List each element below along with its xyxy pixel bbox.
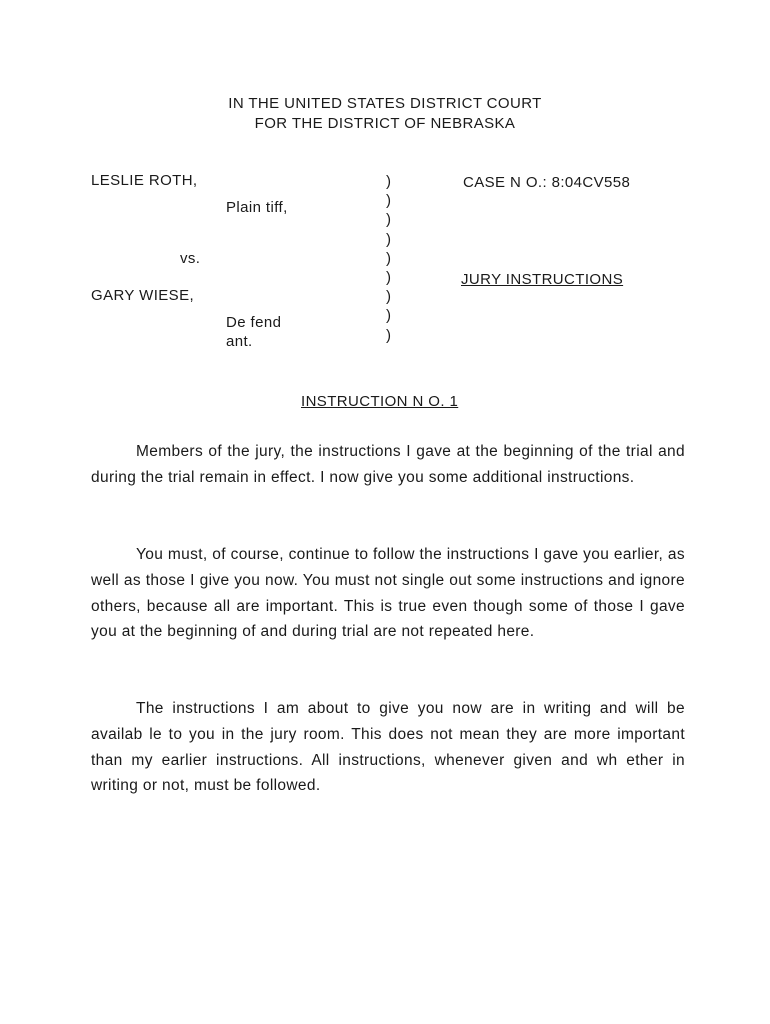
instruction-paragraph [91, 542, 685, 645]
caption-paren: ) [386, 307, 391, 325]
court-name: IN THE UNITED STATES DISTRICT COURT [228, 95, 542, 112]
caption-paren: ) [386, 249, 391, 267]
plaintiff-name: LESLIE ROTH, [91, 172, 198, 189]
paragraph-text: You must, of course, continue to follow the instructions I gave you earlier, as well as those I give you now. You must not single out some instructions and ignore others, because all are important. This is true even though some of those I gave you at the beginning of and during trial are not repeated here. [91, 546, 685, 641]
defendant-role-line-1: De fend [226, 314, 282, 331]
caption-paren: ) [386, 211, 391, 229]
caption-paren: ) [386, 326, 391, 344]
caption-paren: ) [386, 173, 391, 190]
caption-paren: ) [386, 230, 391, 248]
instruction-paragraph [91, 439, 685, 491]
caption-paren: ) [386, 268, 391, 286]
document-title: JURY INSTRUCTIONS [461, 271, 624, 288]
court-district: FOR THE DISTRICT OF NEBRASKA [254, 115, 516, 132]
defendant-role-line-2: ant. [226, 333, 253, 350]
instruction-paragraph [91, 696, 685, 799]
caption-parentheses [386, 172, 400, 345]
caption-paren: ) [386, 288, 391, 306]
paragraph-text: Members of the jury, the instructions I gave at the beginning of the trial and during the trial remain in effect. I now give you some additional instructions. [91, 443, 685, 486]
caption-paren: ) [386, 192, 391, 210]
instruction-heading: INSTRUCTION N O. 1 [301, 393, 459, 410]
plaintiff-role: Plain tiff, [226, 199, 288, 216]
defendant-name: GARY WIESE, [91, 287, 195, 304]
case-number: CASE N O.: 8:04CV558 [463, 174, 631, 191]
versus-label: vs. [180, 250, 201, 267]
paragraph-text: The instructions I am about to give you now are in writing and will be availab le to you in the jury room. This does not mean they are more important than my earlier instructions. All instructions, whenever given and wh ether in writing or not, must be followed. [91, 700, 685, 795]
